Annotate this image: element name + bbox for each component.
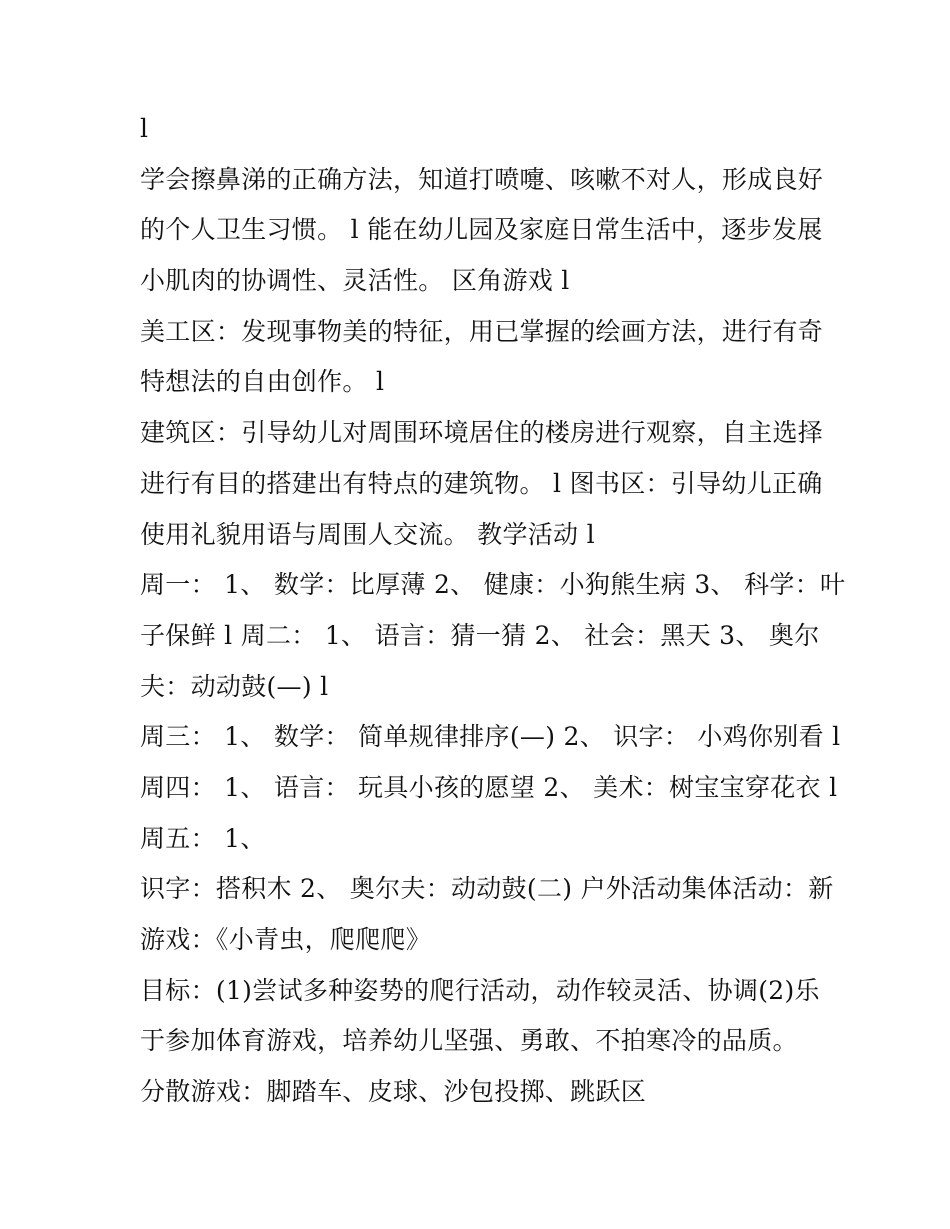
- text-line: 特想法的自由创作。 l: [140, 367, 385, 397]
- text-line: 周四： 1、 语言： 玩具小孩的愿望 2、 美术：树宝宝穿花衣 l: [140, 772, 838, 802]
- text-line: 建筑区：引导幼儿对周围环境居住的楼房进行观察，自主选择: [140, 418, 824, 448]
- text-line: 子保鲜 l 周二： 1、 语言：猜一猜 2、 社会：黑天 3、 奥尔: [140, 620, 820, 650]
- text-line: 的个人卫生习惯。 l 能在幼儿园及家庭日常生活中，逐步发展: [140, 215, 823, 245]
- text-line: l: [140, 114, 149, 143]
- text-line: 美工区：发现事物美的特征，用已掌握的绘画方法，进行有奇: [140, 316, 824, 346]
- text-line: 识字：搭积木 2、 奥尔夫：动动鼓(二) 户外活动集体活动：新: [140, 874, 834, 904]
- text-line: 目标：(1)尝试多种姿势的爬行活动，动作较灵活、协调(2)乐: [140, 975, 820, 1005]
- text-line: 游戏：《小青虫，爬爬爬》: [140, 925, 432, 954]
- text-line: 周五： 1、: [140, 823, 266, 853]
- text-line: 夫：动动鼓(—) l: [140, 671, 329, 701]
- text-line: 小肌肉的协调性、灵活性。 区角游戏 l: [140, 266, 570, 296]
- text-line: 分散游戏：脚踏车、皮球、沙包投掷、跳跃区: [140, 1077, 647, 1107]
- text-line: 进行有目的搭建出有特点的建筑物。 l 图书区：引导幼儿正确: [140, 468, 823, 498]
- document-body: [140, 104, 846, 1118]
- text-line: 周一： 1、 数学：比厚薄 2、 健康：小狗熊生病 3、 科学：叶: [140, 570, 846, 600]
- text-line: 学会擦鼻涕的正确方法，知道打喷嚏、咳嗽不对人，形成良好: [140, 164, 824, 194]
- text-line: 于参加体育游戏，培养幼儿坚强、勇敢、不拍寒冷的品质。: [140, 1026, 798, 1056]
- text-line: 周三： 1、 数学： 简单规律排序(—) 2、 识字： 小鸡你别看 l: [140, 722, 841, 752]
- text-line: 使用礼貌用语与周围人交流。 教学活动 l: [140, 519, 595, 549]
